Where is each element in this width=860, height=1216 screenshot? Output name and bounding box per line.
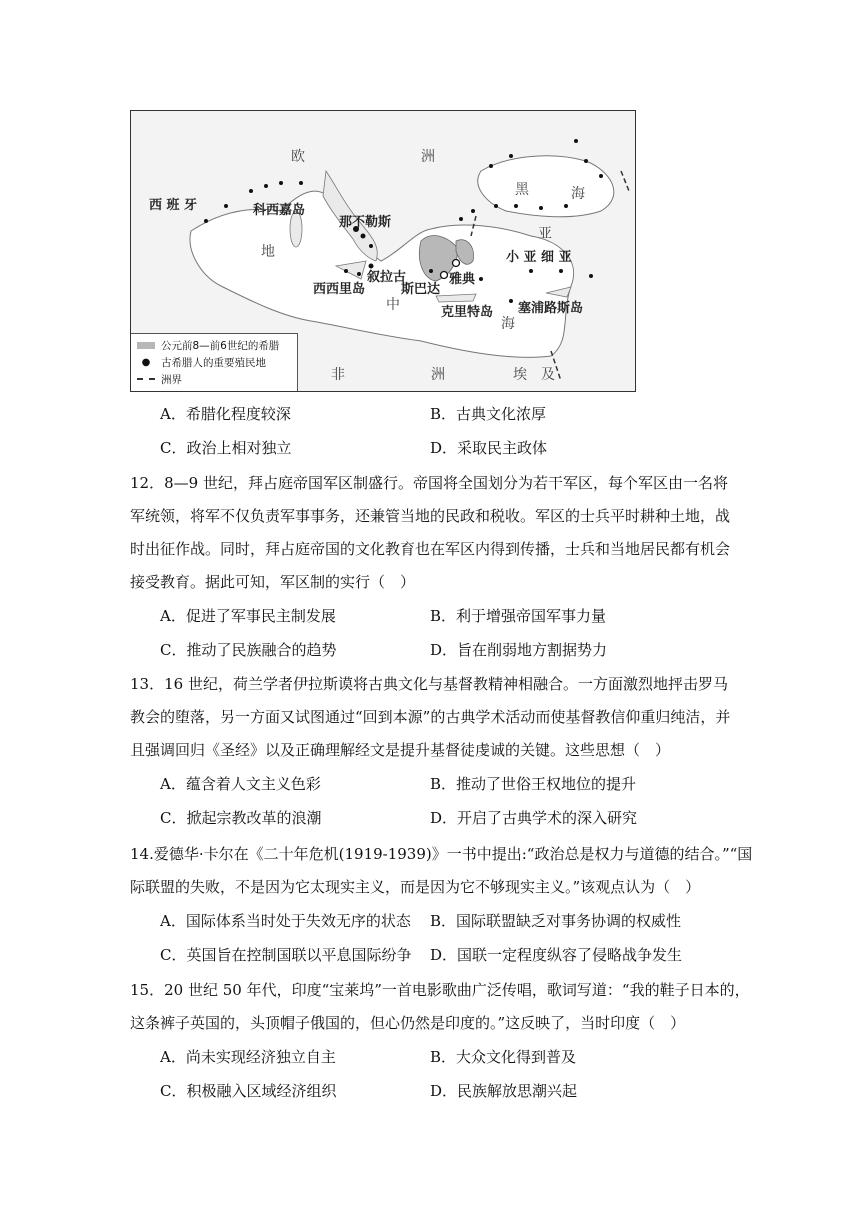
q14-stem-line: 际联盟的失败，不是因为它太现实主义，而是因为它不够现实主义。”该观点认为（ ） (130, 878, 701, 896)
legend-item-colonies (137, 354, 266, 370)
map-label-corsica: 科西嘉岛 (253, 203, 306, 218)
q14-option-a: A．国际体系当时处于失效无序的状态 (160, 912, 411, 930)
map-label-black-sea-1: 黑 (515, 182, 529, 198)
map-label-cyprus: 塞浦路斯岛 (518, 301, 584, 316)
map-label-egypt-2: 及 (541, 367, 555, 383)
q14-option-c: C．英国旨在控制国联以平息国际纷争 (160, 946, 412, 964)
map-label-syracuse: 叙拉古 (367, 270, 407, 285)
legend-greece-label: 公元前8—前6世纪的希腊 (161, 339, 280, 352)
q15-option-c: C．积极融入区域经济组织 (160, 1082, 337, 1100)
q12-option-b: B．利于增强帝国军事力量 (430, 607, 607, 625)
map-label-land: 地 (261, 244, 275, 260)
map-label-athens: 雅典 (449, 272, 476, 287)
q15-option-a: A．尚未实现经济独立自主 (160, 1048, 336, 1066)
q15-option-d: D．民族解放思潮兴起 (430, 1082, 578, 1100)
q13-option-c: C．掀起宗教改革的浪潮 (160, 809, 322, 827)
q13-stem-line: 13．16 世纪，荷兰学者伊拉斯谟将古典文化与基督教精神相融合。一方面激烈地抨击罗马 (130, 675, 728, 693)
map-legend (131, 333, 298, 392)
ancient-greece-colonies-map (130, 110, 636, 392)
q13-stem-line: 且强调回归《圣经》以及正确理解经文是提升基督徒虔诚的关键。这些思想（ ） (130, 741, 671, 759)
dot-icon: ● (141, 356, 151, 368)
q12-stem-line: 军统领，将军不仅负责军事事务，还兼管当地的民政和税收。军区的士兵平时耕种土地，战 (130, 507, 731, 525)
q12-option-a: A．促进了军事民主制发展 (160, 607, 336, 625)
map-label-black-sea-2: 海 (571, 186, 585, 202)
legend-colonies-label: 古希腊人的重要殖民地 (161, 356, 266, 369)
map-label-africa-1: 非 (331, 367, 345, 383)
legend-boundary-label: 洲界 (161, 373, 182, 386)
legend-item-greece (137, 337, 279, 353)
q13-stem-line: 教会的堕落，另一方面又试图通过“回到本源”的古典学术活动而使基督教信仰重归纯洁，并 (130, 708, 731, 726)
q13-option-a: A．蕴含着人文主义色彩 (160, 775, 321, 793)
q11-option-b: B．古典文化浓厚 (430, 405, 547, 423)
q13-option-d: D．开启了古典学术的深入研究 (430, 809, 638, 827)
q12-stem-line: 12．8—9 世纪，拜占庭帝国军区制盛行。帝国将全国划分为若干军区，每个军区由一名将 (130, 474, 728, 492)
map-label-africa-2: 洲 (431, 367, 445, 383)
map-label-asia: 亚 (538, 226, 552, 242)
q15-stem-line: 15．20 世纪 50 年代，印度“宝莱坞”一首电影歌曲广泛传唱，歌词写道：“我的鞋子日本的， (130, 981, 750, 999)
q11-option-d: D．采取民主政体 (430, 439, 548, 457)
map-label-sicily: 西西里岛 (313, 282, 366, 297)
q11-option-a: A．希腊化程度较深 (160, 405, 291, 423)
q11-option-c: C．政治上相对独立 (160, 439, 292, 457)
map-label-europe-2: 洲 (421, 149, 435, 165)
map-label-sparta: 斯巴达 (401, 282, 441, 297)
q12-stem-line: 时出征作战。同时，拜占庭帝国的文化教育也在军区内得到传播，士兵和当地居民都有机会 (130, 540, 731, 558)
q15-stem-line: 这条裤子英国的，头顶帽子俄国的，但心仍然是印度的。”这反映了，当时印度（ ） (130, 1014, 686, 1032)
legend-item-boundary (137, 371, 182, 387)
map-label-crete: 克里特岛 (441, 305, 494, 320)
q13-option-b: B．推动了世俗王权地位的提升 (430, 775, 637, 793)
map-label-sea: 海 (501, 316, 515, 332)
map-label-egypt-1: 埃 (513, 367, 527, 383)
map-label-naples: 那不勒斯 (339, 215, 392, 230)
gray-swatch-icon (137, 342, 155, 349)
map-label-europe-1: 欧 (291, 149, 305, 165)
q15-option-b: B．大众文化得到普及 (430, 1048, 577, 1066)
q12-option-c: C．推动了民族融合的趋势 (160, 641, 337, 659)
q14-option-b: B．国际联盟缺乏对事务协调的权威性 (430, 912, 682, 930)
map-label-asia-minor: 小 亚 细 亚 (506, 250, 572, 265)
dashed-line-icon (137, 378, 155, 380)
q12-option-d: D．旨在削弱地方割据势力 (430, 641, 608, 659)
q14-stem-line: 14.爱德华·卡尔在《二十年危机(1919-1939)》一书中提出:“政治总是权力与道德的结合。”“国 (130, 845, 753, 863)
q14-option-d: D．国联一定程度纵容了侵略战争发生 (430, 946, 683, 964)
map-label-mid: 中 (386, 297, 400, 313)
map-label-spain: 西 班 牙 (149, 198, 198, 213)
q12-stem-line: 接受教育。据此可知，军区制的实行（ ） (130, 573, 416, 591)
